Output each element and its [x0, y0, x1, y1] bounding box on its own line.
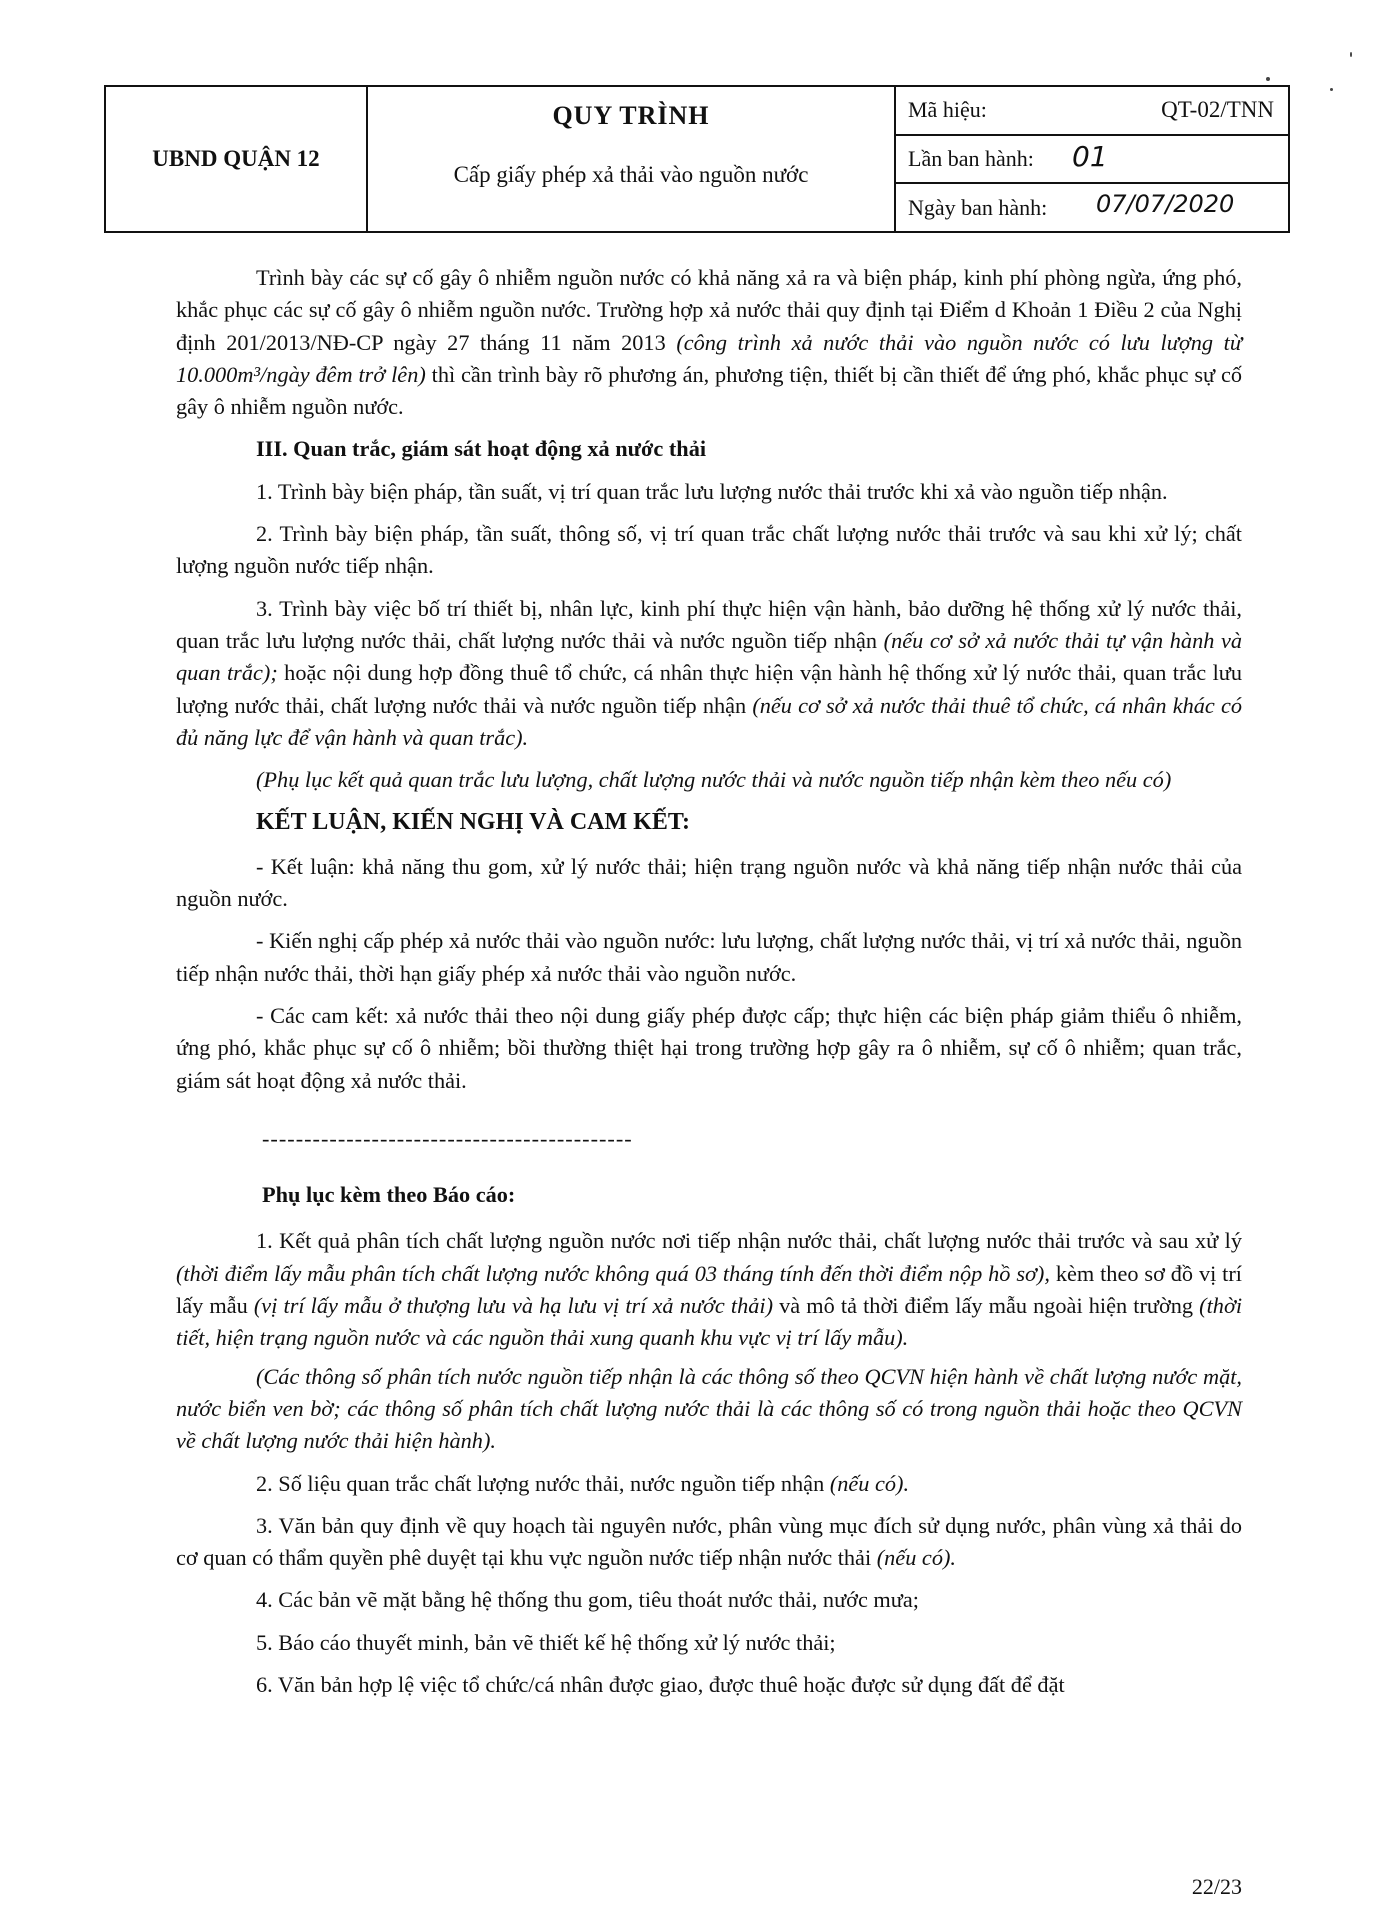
- paragraph-text: 3. Văn bản quy định về quy hoạch tài nguyên nước, phân vùng mục đích sử dụng nước, phân vùng xả thải do cơ quan có thẩm quyền phê duyệt tại khu vực nguồn nước tiếp nhận nước thải: [176, 1512, 1242, 1571]
- separator-rule: --------------------------------------------: [262, 1125, 633, 1151]
- section-3-item-3: [176, 593, 1242, 754]
- paragraph-text: 2. Số liệu quan trắc chất lượng nước thải, nước nguồn tiếp nhận: [256, 1470, 825, 1496]
- appendix-item-2: [176, 1468, 1242, 1500]
- paragraph-italic: (nếu cơ sở xả nước thải tự vận hành và quan trắc);: [176, 627, 1242, 686]
- organization-name: UBND QUẬN 12: [106, 87, 368, 231]
- paragraph-incident: [176, 262, 1242, 423]
- appendix-item-3: [176, 1510, 1242, 1575]
- paragraph-italic: (nếu có).: [829, 1470, 910, 1496]
- date-label: Ngày ban hành:: [908, 194, 1048, 220]
- document-meta: [896, 87, 1288, 231]
- date-row: [896, 184, 1288, 231]
- section-3-item-1: 1. Trình bày biện pháp, tần suất, vị trí quan trắc lưu lượng nước thải trước khi xả vào nguồn tiếp nhận.: [256, 478, 1168, 504]
- paragraph-text: hoặc nội dung hợp đồng thuê tổ chức, cá nhân thực hiện vận hành hệ thống xử lý nước thải, quan trắc lưu lượng nước thải, chất lượng nước thải và nước nguồn tiếp nhận: [176, 660, 1243, 718]
- document-body: [176, 262, 1242, 1711]
- scan-speck: [1350, 52, 1352, 57]
- issue-value: 01: [1072, 139, 1108, 173]
- recommendation-item: - Kiến nghị cấp phép xả nước thải vào nguồn nước: lưu lượng, chất lượng nước thải, vị trí xả nước thải, nguồn tiếp nhận nước thải, thời hạn giấy phép xả nước thải vào nguồn nước.: [176, 928, 1242, 986]
- paragraph-text: Trình bày các sự cố gây ô nhiễm nguồn nước có khả năng xả ra và biện pháp, kinh phí phòng ngừa, ứng phó, khắc phục các sự cố gây ô nhiễm nguồn nước. Trường hợp xả nước thải quy định tại Điểm d Khoản 1 Điều 2 của Nghị định 201/2013/NĐ-CP ngày 27 tháng 11 năm 2013: [176, 265, 1242, 355]
- code-label: Mã hiệu:: [908, 97, 987, 123]
- paragraph-italic: (vị trí lấy mẫu ở thượng lưu và hạ lưu vị trí xả nước thải): [253, 1293, 774, 1319]
- paragraph-text: 3. Trình bày việc bố trí thiết bị, nhân lực, kinh phí thực hiện vận hành, bảo dưỡng hệ thống xử lý nước thải, quan trắc lưu lượng nước thải, chất lượng nước thải và nước nguồn tiếp nhận: [176, 595, 1242, 653]
- paragraph-italic: (công trình xả nước thải vào nguồn nước có lưu lượng từ 10.000m³/ngày đêm trở lên): [176, 329, 1242, 387]
- paragraph-text: kèm theo sơ đồ vị trí lấy mẫu: [176, 1260, 1243, 1319]
- procedure-title: Cấp giấy phép xả thải vào nguồn nước: [453, 162, 809, 187]
- paragraph-italic: (thời tiết, hiện trạng nguồn nước và các nguồn thải xung quanh khu vực vị trí lấy mẫu).: [176, 1293, 1243, 1351]
- paragraph-italic: (nếu có).: [876, 1545, 956, 1571]
- paragraph-italic: (nếu cơ sở xả nước thải thuê tổ chức, cá nhân khác có đủ năng lực để vận hành và quan trắc).: [176, 692, 1242, 750]
- document-type: QUY TRÌNH: [552, 101, 710, 130]
- scan-speck: [1266, 77, 1270, 81]
- appendix-title: Phụ lục kèm theo Báo cáo:: [262, 1182, 516, 1208]
- appendix-item-1-note: (Các thông số phân tích nước nguồn tiếp nhận là các thông số theo QCVN hiện hành về chất lượng nước mặt, nước biển ven bờ; các thông số phân tích chất lượng nước thải là các thông số có trong nguồn thải hoặc theo QCVN về chất lượng nước thải hiện hành).: [176, 1363, 1242, 1454]
- paragraph-italic: (thời điểm lấy mẫu phân tích chất lượng nước không quá 03 tháng tính đến thời điểm nộp hồ sơ),: [176, 1260, 1050, 1286]
- scan-speck: [1330, 88, 1333, 91]
- appendix-item-4: 4. Các bản vẽ mặt bằng hệ thống thu gom, tiêu thoát nước thải, nước mưa;: [256, 1587, 919, 1613]
- appendix-item-6: 6. Văn bản hợp lệ việc tổ chức/cá nhân được giao, được thuê hoặc được sử dụng đất để đặt: [256, 1671, 1065, 1697]
- conclusion-title: KẾT LUẬN, KIẾN NGHỊ VÀ CAM KẾT:: [256, 809, 691, 836]
- issue-row: [896, 136, 1288, 185]
- header-table: [104, 85, 1290, 233]
- procedure-title-cell: [368, 87, 896, 231]
- date-value: 07/07/2020: [1096, 190, 1235, 219]
- issue-label: Lần ban hành:: [908, 146, 1034, 171]
- paragraph-text: và mô tả thời điểm lấy mẫu ngoài hiện trường: [779, 1293, 1194, 1319]
- code-value: QT-02/TNN: [1161, 97, 1274, 123]
- appendix-item-1: [176, 1225, 1242, 1354]
- commitment-item: - Các cam kết: xả nước thải theo nội dung giấy phép được cấp; thực hiện các biện pháp giảm thiểu ô nhiễm, ứng phó, khắc phục sự cố ô nhiễm; bồi thường thiệt hại trong trường hợp gây ra ô nhiễm, sự cố ô nhiễm; quan trắc, giám sát hoạt động xả nước thải.: [176, 1002, 1242, 1093]
- section-3-title: III. Quan trắc, giám sát hoạt động xả nước thải: [256, 436, 707, 462]
- paragraph-text: 1. Kết quả phân tích chất lượng nguồn nước nơi tiếp nhận nước thải, chất lượng nước thải trước và sau xử lý: [256, 1228, 1242, 1254]
- section-3-note: (Phụ lục kết quả quan trắc lưu lượng, chất lượng nước thải và nước nguồn tiếp nhận kèm theo nếu có): [256, 767, 1172, 793]
- page-number: 22/23: [1191, 1874, 1242, 1899]
- paragraph-text: thì cần trình bày rõ phương án, phương tiện, thiết bị cần thiết để ứng phó, khắc phục sự cố gây ô nhiễm nguồn nước.: [176, 361, 1242, 420]
- conclusion-item: - Kết luận: khả năng thu gom, xử lý nước thải; hiện trạng nguồn nước và khả năng tiếp nhận nước thải của nguồn nước.: [176, 853, 1242, 912]
- section-3-item-2: 2. Trình bày biện pháp, tần suất, thông số, vị trí quan trắc chất lượng nước thải trước và sau khi xử lý; chất lượng nguồn nước tiếp nhận.: [176, 521, 1242, 579]
- appendix-item-5: 5. Báo cáo thuyết minh, bản vẽ thiết kế hệ thống xử lý nước thải;: [256, 1629, 836, 1655]
- code-row: [896, 87, 1288, 136]
